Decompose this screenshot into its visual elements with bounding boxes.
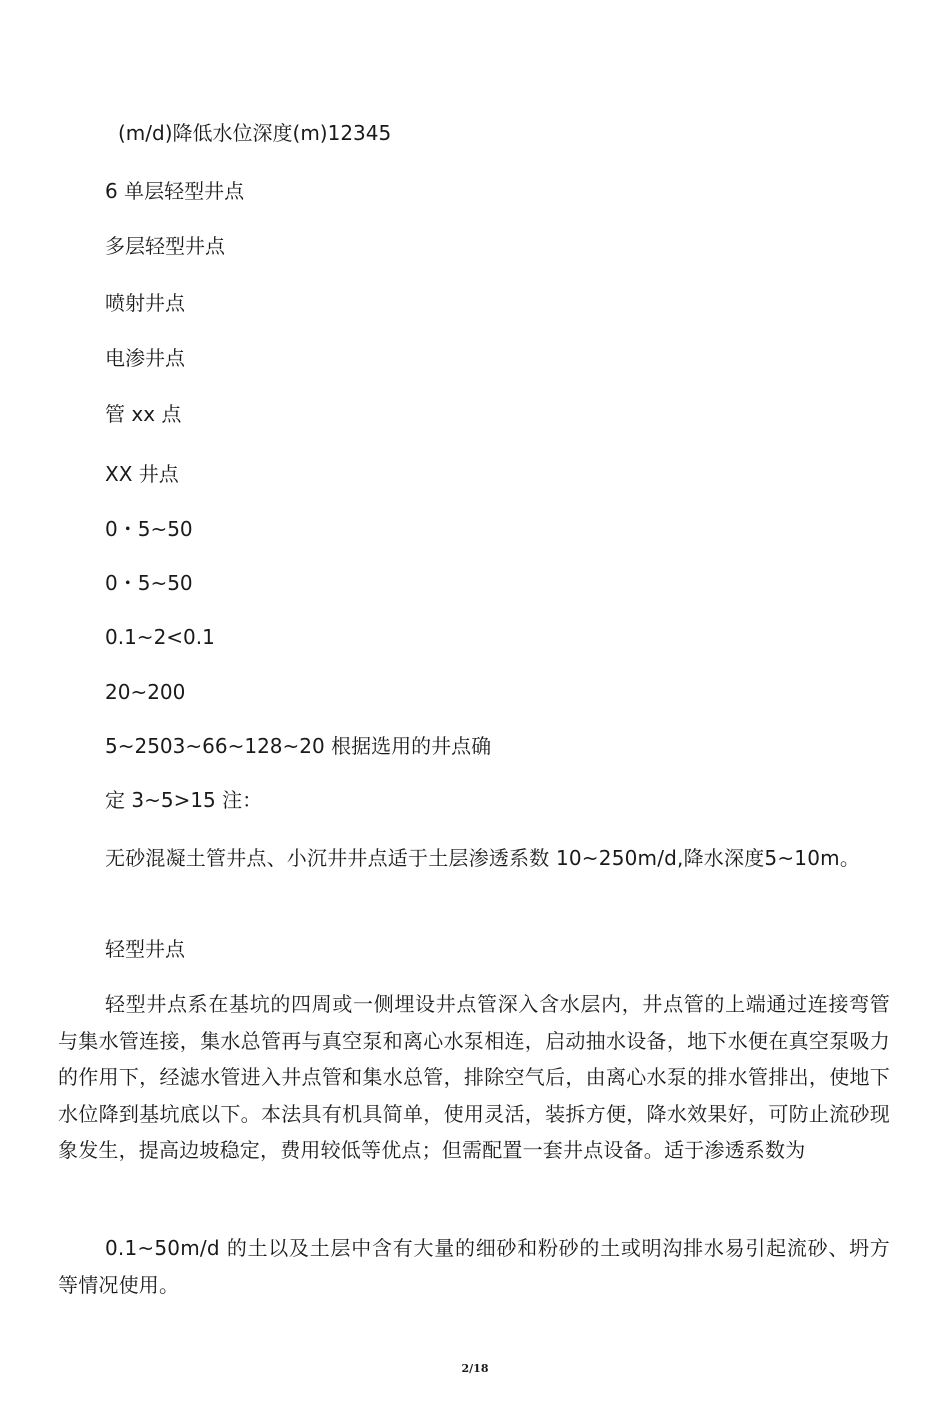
text-line: XX 井点 [105, 462, 179, 486]
text-line: 多层轻型井点 [105, 234, 225, 258]
text-line: 0・5~50 [105, 571, 193, 595]
paragraph: 无砂混凝土管井点、小沉井井点适于土层渗透系数 10~250m/d,降水深度5~10m。 [105, 846, 861, 870]
section-heading: 轻型井点 [105, 937, 185, 961]
text-line: (m/d)降低水位深度(m)12345 [118, 121, 392, 145]
page-number: 2/18 [461, 1362, 489, 1375]
paragraph: 0.1~50m/d 的土以及土层中含有大量的细砂和粉砂的土或明沟排水易引起流砂、坍方等情况使用。 [58, 1236, 890, 1297]
text-line: 喷射井点 [105, 291, 185, 315]
paragraph: 轻型井点系在基坑的四周或一侧埋设井点管深入含水层内，井点管的上端通过连接弯管与集水管连接，集水总管再与真空泵和离心水泵相连，启动抽水设备，地下水便在真空泵吸力的作用下，经滤水管进入井点管和集水总管，排除空气后，由离心水泵的排水管排出，使地下水位降到基坑底以下。本法具有机具简单，使用灵活，装拆方便，降水效果好，可防止流砂现象发生，提高边坡稳定，费用较低等优点；但需配置一套井点设备。适于渗透系数为 [58, 992, 890, 1162]
text-line: 0・5~50 [105, 517, 193, 541]
text-line: 电渗井点 [105, 346, 185, 370]
text-line: 5~2503~66~128~20 根据选用的井点确 [105, 734, 492, 758]
text-line: 20~200 [105, 680, 186, 704]
text-line: 定 3~5>15 注： [105, 788, 263, 812]
text-line: 6 单层轻型井点 [105, 179, 245, 203]
text-line: 0.1~2<0.1 [105, 625, 215, 649]
text-line: 管 xx 点 [105, 402, 182, 426]
